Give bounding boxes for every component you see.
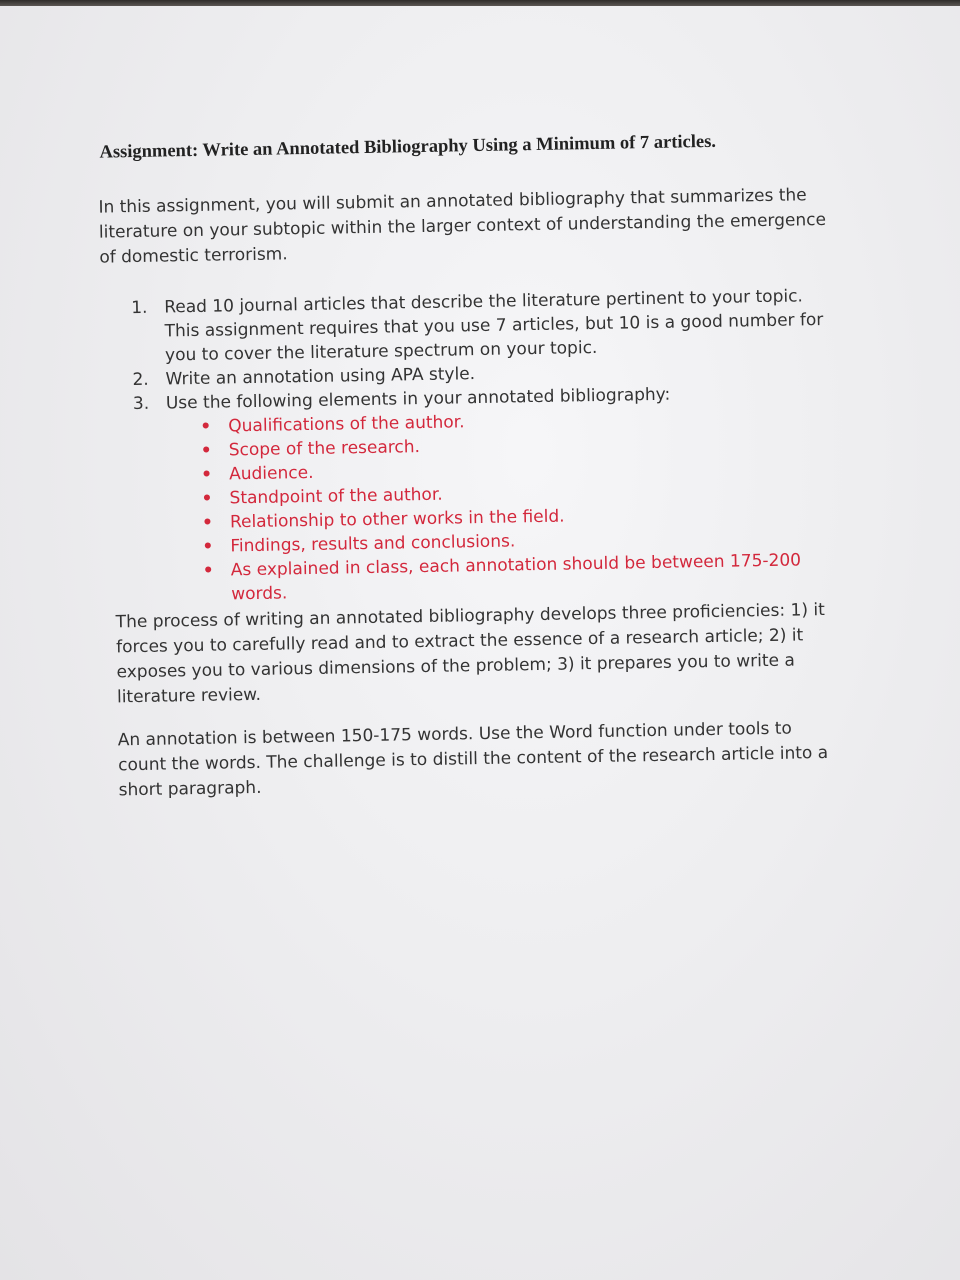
item-number: 1. xyxy=(131,297,148,319)
instruction-text: Read 10 journal articles that describe the literature pertinent to your topic. This assignment requires that you use 7 articles, but 10 is a good number for you to cover the literature spectrum on your topic. xyxy=(164,286,824,366)
bullet-dot-icon: • xyxy=(200,440,212,461)
bullet-dot-icon: • xyxy=(201,512,214,533)
instruction-item xyxy=(133,380,837,608)
item-number: 3. xyxy=(132,393,150,415)
bullet-text: As explained in class, each annotation should be between 175-200 words. xyxy=(230,550,802,605)
bullet-text: Qualifications of the author. xyxy=(228,412,465,437)
paper-sheet xyxy=(0,6,960,1280)
intro-paragraph: In this assignment, you will submit an annotated bibliography that summarizes the literature on your subtopic within the larger context of understanding the emergence of domestic terrorism. xyxy=(98,185,827,268)
bullet-dot-icon: • xyxy=(200,464,213,485)
bullet-item xyxy=(202,548,832,606)
bullet-dot-icon: • xyxy=(202,560,214,581)
assignment-title: Assignment: Write an Annotated Bibliography Using a Minimum of 7 articles. xyxy=(99,131,717,163)
instruction-item xyxy=(131,284,832,368)
annotation-length-paragraph: An annotation is between 150-175 words. Use the Word function under tools to count the words. The challenge is to distill the content of the research article into a short paragraph. xyxy=(117,718,829,801)
instruction-text: Use the following elements in your annotated bibliography: xyxy=(165,384,671,414)
bullet-dot-icon: • xyxy=(200,416,212,437)
bullet-text: Scope of the research. xyxy=(228,437,421,461)
bullet-text: Relationship to other works in the field. xyxy=(229,506,565,533)
bullet-text: Findings, results and conclusions. xyxy=(230,531,516,557)
instruction-text: Write an annotation using APA style. xyxy=(165,364,476,390)
elements-bullet-list xyxy=(166,404,836,608)
process-paragraph: The process of writing an annotated bibliography develops three proficiencies: 1) it forces you to carefully read and to extract the essence of a research article; 2) it exposes you to various dimensions of the problem; 3) it prepares you to write a literature review. xyxy=(115,600,825,708)
instructions-list xyxy=(131,284,836,608)
bullet-dot-icon: • xyxy=(202,536,214,557)
bullet-dot-icon: • xyxy=(201,488,213,509)
bullet-text: Audience. xyxy=(228,462,314,485)
item-number: 2. xyxy=(132,369,149,391)
bullet-text: Standpoint of the author. xyxy=(229,484,443,509)
